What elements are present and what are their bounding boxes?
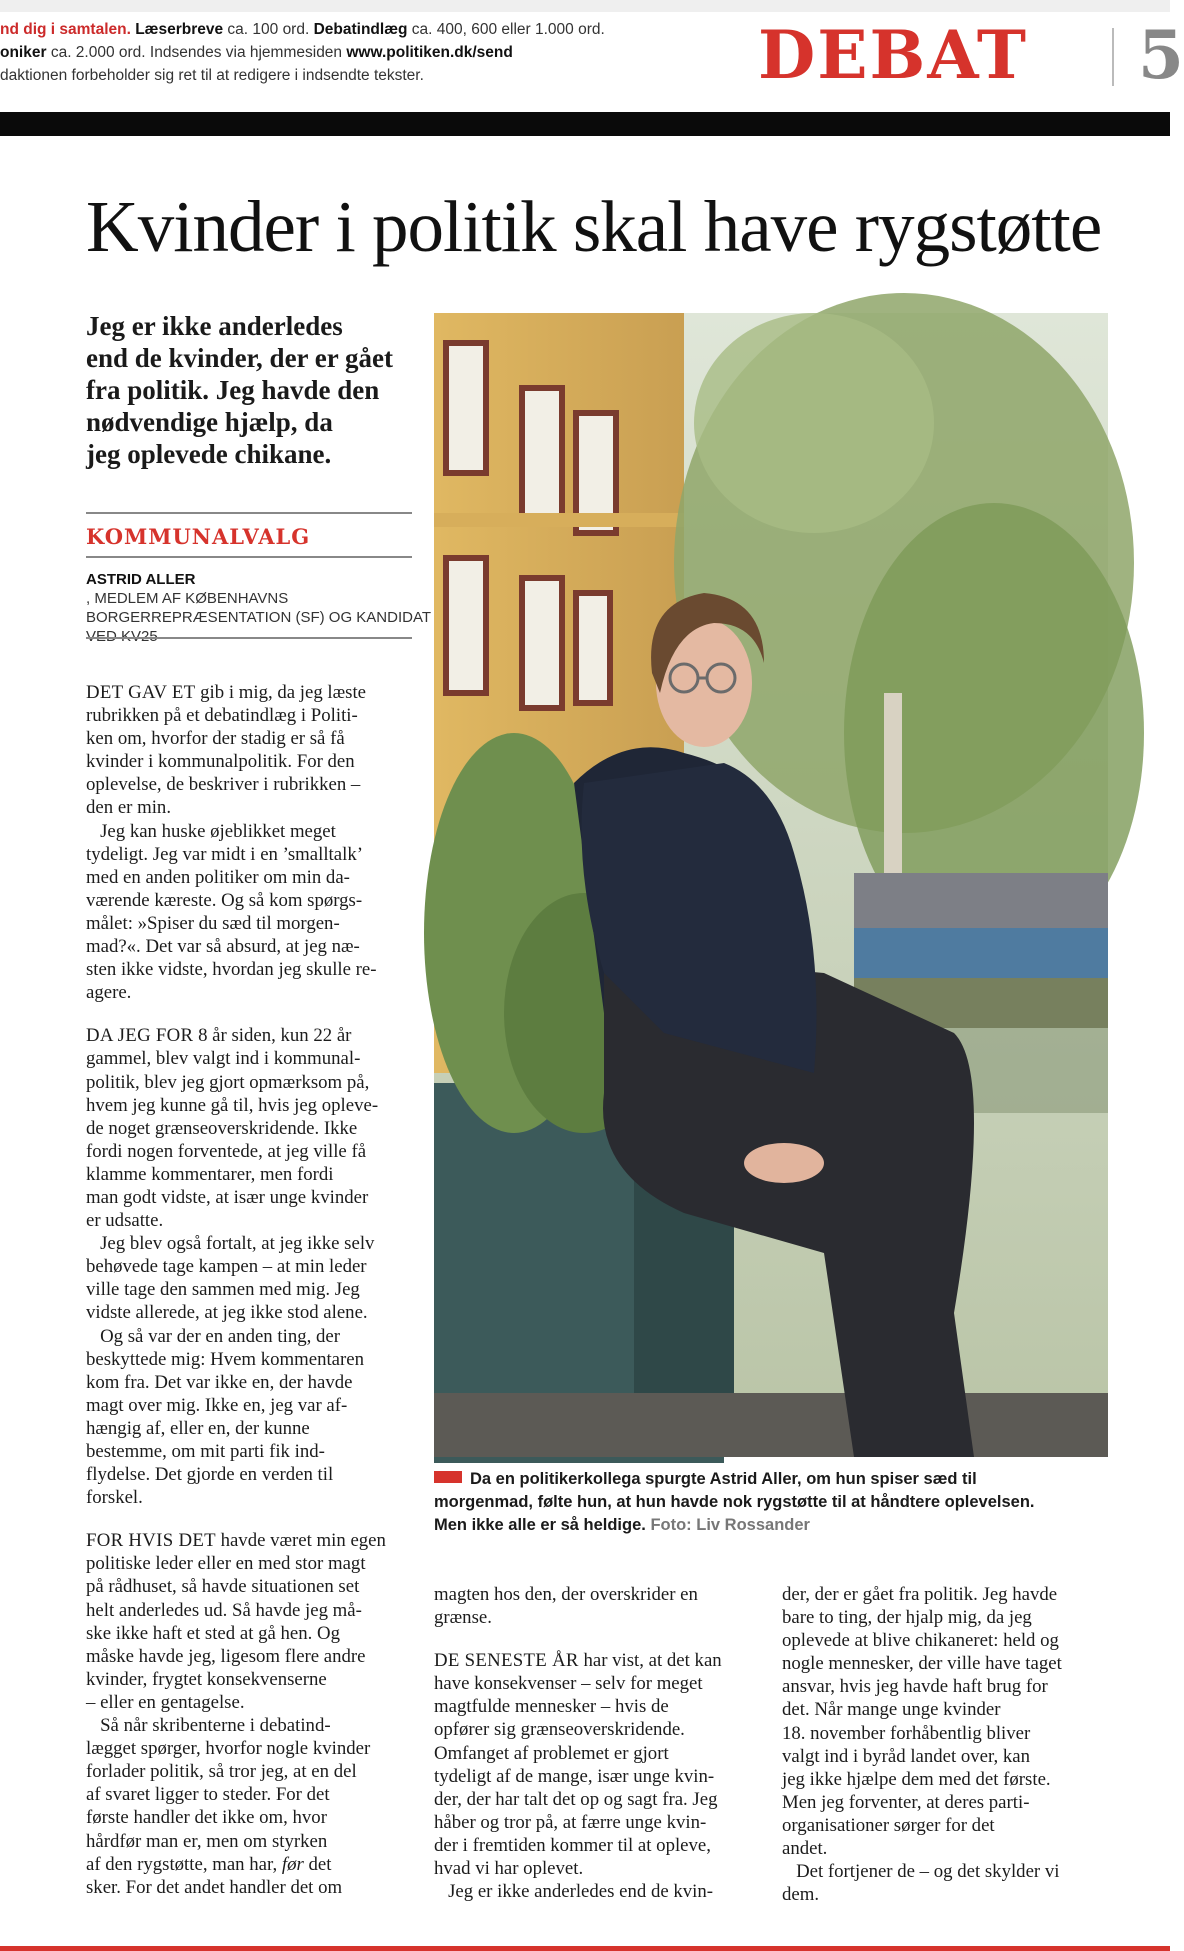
body-line [86, 843, 426, 866]
body-line [86, 681, 426, 704]
body-text: gib i mig, da jeg læste [195, 682, 367, 703]
body-line [86, 1071, 426, 1094]
body-line [86, 1163, 426, 1186]
body-text: værende kæreste. Og så kom spørgs- [86, 889, 363, 911]
body-text: bestemme, om mit parti fik ind- [86, 1441, 325, 1462]
body-text: sker. For det andet handler det om [86, 1876, 343, 1898]
body-text: dem. [782, 1884, 820, 1906]
body-text: forskel. [86, 1487, 143, 1509]
byline-line [86, 570, 416, 608]
caption-line [434, 1514, 1124, 1537]
body-line [86, 1691, 426, 1714]
body-text: der i fremtiden kommer til at opleve, [434, 1834, 711, 1856]
body-text: have konsekvenser – selv for meget [434, 1673, 703, 1695]
body-text: beskyttede mig: Hvem kommentaren [86, 1348, 364, 1370]
body-line [86, 727, 426, 750]
body-line [434, 1788, 764, 1811]
body-italic: før [281, 1853, 304, 1875]
body-text: ville tage den sammen med mig. Jeg [86, 1279, 360, 1301]
body-line [86, 866, 426, 889]
body-text: første handler det ikke om, hvor [86, 1807, 327, 1829]
photo-credit: Foto: Liv Rossander [650, 1516, 810, 1534]
info-fragment: www.politiken.dk/send [346, 44, 513, 61]
body-line [86, 889, 426, 912]
header-divider [1112, 28, 1114, 86]
info-fragment: Læserbreve [135, 21, 224, 38]
info-line-2 [0, 41, 740, 64]
body-line [86, 1737, 426, 1760]
body-text: kvinder, frygtet konsekvenserne [86, 1668, 327, 1690]
caption-text: Men ikke alle er så heldige. [434, 1516, 646, 1534]
body-line [86, 1668, 426, 1691]
paragraph-opener: FOR HVIS DET [86, 1530, 216, 1552]
caption-text: morgenmad, følte hun, at hun havde nok rygstøtte til at håndtere oplevelsen. [434, 1493, 1035, 1511]
body-text: af den rygstøtte, man har, [86, 1853, 282, 1875]
body-text: målet: »Spiser du sæd til morgen- [86, 912, 340, 934]
body-text: rubrikken på et debatindlæg i Politi- [86, 705, 358, 727]
body-text: kvinder i kommunalpolitik. For den [86, 751, 355, 773]
body-line [86, 1622, 426, 1645]
body-line [86, 750, 426, 773]
body-line [86, 704, 426, 727]
body-line [86, 1348, 426, 1371]
body-line [86, 1301, 426, 1324]
body-line [86, 1876, 426, 1899]
body-line [86, 1186, 426, 1209]
body-text: hængig af, eller en, der kunne [86, 1417, 310, 1439]
body-text: politik, blev jeg gjort opmærksom på, [86, 1071, 370, 1093]
byline-name: ASTRID ALLER [86, 571, 196, 588]
body-text: der, der har talt det op og sagt fra. Jeg [434, 1788, 718, 1810]
body-line [86, 1047, 426, 1070]
body-text: kom fra. Det var ikke en, der havde [86, 1371, 353, 1393]
body-text: er udsatte. [86, 1210, 164, 1232]
body-text: oplevede at blive chikaneret: held og [782, 1630, 1059, 1652]
photo-caption [434, 1468, 1124, 1537]
body-line [86, 958, 426, 981]
body-text: helt anderledes ud. Så havde jeg må- [86, 1599, 362, 1621]
body-text: lægget spørger, hvorfor nogle kvinder [86, 1738, 371, 1760]
body-text: bare to ting, der hjalp mig, da jeg [782, 1607, 1032, 1629]
body-text: flydelse. Det gjorde en verden til [86, 1464, 334, 1486]
body-text: håber og tror på, at færre unge kvin- [434, 1811, 707, 1833]
body-line [86, 1529, 426, 1552]
body-text: valgt ind i byråd landet over, kan [782, 1745, 1031, 1767]
body-text: grænse. [434, 1607, 492, 1629]
body-text: agere. [86, 982, 132, 1004]
body-text: behøvede tage kampen – at min leder [86, 1256, 367, 1278]
body-text: den er min. [86, 797, 172, 819]
byline [86, 570, 432, 646]
rule-middle [86, 556, 412, 558]
body-text: Så når skribenterne i debatind- [86, 1715, 331, 1737]
article-photo [434, 313, 1108, 1457]
submission-info [0, 18, 740, 87]
body-text: nogle mennesker, der ville have taget [782, 1653, 1062, 1675]
lead-line: jeg oplevede chikane. [86, 439, 332, 469]
paragraph-opener: DET GAV ET [86, 682, 196, 703]
body-text: klamme kommentarer, men fordi [86, 1163, 334, 1185]
body-line [86, 1714, 426, 1737]
info-fragment: ca. 400, 600 eller 1.000 ord. [407, 21, 605, 38]
info-line-3: daktionen forbeholder sig ret til at redigere i indsendte tekster. [0, 67, 424, 84]
body-text: 18. november forhåbentlig bliver [782, 1722, 1031, 1744]
body-line [86, 1486, 426, 1509]
top-strip [0, 0, 1170, 12]
body-column-1 [86, 681, 426, 1899]
headline: Kvinder i politik skal have rygstøtte [86, 186, 1102, 267]
body-text: Det fortjener de – og det skylder vi [782, 1861, 1060, 1883]
rule-top [86, 512, 412, 514]
body-line [86, 1209, 426, 1232]
body-text: på rådhuset, så havde situationen set [86, 1576, 360, 1598]
body-text: sten ikke vidste, hvordan jeg skulle re- [86, 959, 377, 981]
body-line [86, 1325, 426, 1348]
body-text: jeg ikke hjælpe dem med det første. [782, 1768, 1051, 1790]
body-column-3 [782, 1583, 1122, 1906]
body-line [434, 1811, 764, 1834]
body-line [782, 1745, 1122, 1768]
body-text: magten hos den, der overskrider en [434, 1584, 698, 1605]
body-line [86, 912, 426, 935]
body-text: Men jeg forventer, at deres parti- [782, 1791, 1030, 1813]
body-line [86, 1440, 426, 1463]
body-text: måske havde jeg, ligesom flere andre [86, 1645, 366, 1667]
body-line [86, 820, 426, 843]
body-line [434, 1583, 764, 1606]
paragraph-gap [86, 1004, 426, 1024]
body-line [434, 1606, 764, 1629]
body-line [86, 1599, 426, 1622]
body-text: politiske leder eller en med stor magt [86, 1553, 366, 1575]
paragraph-opener: DA JEG FOR [86, 1025, 194, 1047]
body-line [782, 1768, 1122, 1791]
body-text: organisationer sørger for det [782, 1814, 995, 1836]
body-text: fordi nogen forventede, at jeg ville få [86, 1140, 367, 1162]
body-text: tydeligt af de mange, især unge kvin- [434, 1765, 715, 1787]
body-line [86, 1394, 426, 1417]
body-text: det. Når mange unge kvinder [782, 1699, 1001, 1721]
body-column-2 [434, 1583, 764, 1903]
byline-text: , MEDLEM AF KØBENHAVNS [86, 590, 289, 607]
byline-text: BORGERREPRÆSENTATION (SF) OG KANDIDAT [86, 609, 432, 626]
body-line [86, 1552, 426, 1575]
body-line [86, 1140, 426, 1163]
body-text: de noget grænseoverskridende. Ikke [86, 1117, 358, 1139]
body-text: det [303, 1853, 332, 1875]
body-line [782, 1883, 1122, 1906]
body-line [782, 1860, 1122, 1883]
lead-line: fra politik. Jeg havde den [86, 375, 380, 405]
paragraph-opener: DE SENESTE ÅR [434, 1650, 579, 1672]
body-line [434, 1742, 764, 1765]
body-line [86, 1463, 426, 1486]
body-line [782, 1606, 1122, 1629]
body-text: opfører sig grænseoverskridende. [434, 1719, 685, 1741]
body-line [86, 1024, 426, 1047]
body-line [782, 1837, 1122, 1860]
body-text: magtfulde mennesker – hvis de [434, 1696, 669, 1718]
body-line [86, 1117, 426, 1140]
info-fragment: oniker [0, 44, 47, 61]
body-line [782, 1629, 1122, 1652]
byline-line [86, 608, 432, 627]
caption-line [434, 1468, 1124, 1491]
info-fragment: Debatindlæg [313, 21, 408, 38]
body-line [86, 1783, 426, 1806]
body-text: ken om, hvorfor der stadig er så få [86, 728, 345, 750]
body-text: man godt vidste, at især unge kvinder [86, 1186, 369, 1208]
info-fragment: ca. 2.000 ord. Indsendes via hjemmesiden [46, 44, 347, 61]
body-line [434, 1649, 764, 1672]
bottom-accent-line [0, 1946, 1170, 1951]
body-text: ske ikke haft et sted at gå hen. Og [86, 1622, 340, 1644]
body-text: tydeligt. Jeg var midt i en ’smalltalk’ [86, 843, 363, 865]
body-line [86, 773, 426, 796]
body-line [86, 1094, 426, 1117]
body-line [86, 1575, 426, 1598]
body-line [86, 1760, 426, 1783]
body-text: Og så var der en anden ting, der [86, 1325, 340, 1347]
body-line [86, 796, 426, 819]
body-text: Jeg er ikke anderledes end de kvin- [434, 1881, 714, 1903]
body-line [782, 1675, 1122, 1698]
lead-line: Jeg er ikke anderledes [86, 311, 343, 341]
body-line [782, 1814, 1122, 1837]
body-line [782, 1583, 1122, 1606]
info-fragment: nd dig i samtalen. [0, 21, 136, 38]
body-text: oplevelse, de beskriver i rubrikken – [86, 774, 361, 796]
body-line [782, 1652, 1122, 1675]
rule-bottom [86, 637, 412, 639]
lead-paragraph [86, 310, 416, 470]
caption-text: Da en politikerkollega spurgte Astrid Aller, om hun spiser sæd til [470, 1470, 977, 1488]
header-black-bar [0, 112, 1170, 136]
body-text: havde været min egen [215, 1530, 386, 1552]
body-text: hvem jeg kunne gå til, hvis jeg opleve- [86, 1094, 379, 1116]
body-text: mad?«. Det var så absurd, at jeg næ- [86, 936, 360, 958]
body-line [434, 1718, 764, 1741]
body-line [434, 1880, 764, 1903]
body-text: hvad vi har oplevet. [434, 1858, 584, 1880]
body-text: Jeg kan huske øjeblikket meget [86, 820, 336, 842]
body-line [86, 1645, 426, 1668]
body-text: – eller en gentagelse. [86, 1691, 245, 1713]
body-line [86, 1371, 426, 1394]
body-line [86, 1806, 426, 1829]
body-line [86, 1417, 426, 1440]
page-number: 5 [1138, 16, 1184, 94]
body-line [86, 1830, 426, 1853]
body-text: af svaret ligger to steder. For det [86, 1784, 330, 1806]
section-title: DEBAT [758, 16, 1029, 94]
body-text: ansvar, hvis jeg havde haft brug for [782, 1676, 1048, 1698]
body-text: med en anden politiker om min da- [86, 866, 350, 888]
body-line [434, 1857, 764, 1880]
body-text: vidste allerede, at jeg ikke stod alene. [86, 1302, 368, 1324]
body-line [86, 935, 426, 958]
lead-line: nødvendige hjælp, da [86, 407, 333, 437]
body-text: magt over mig. Ikke en, jeg var af- [86, 1394, 348, 1416]
body-text: har vist, at det kan [578, 1650, 722, 1672]
body-text: andet. [782, 1838, 828, 1860]
body-line [782, 1698, 1122, 1721]
body-line [86, 1278, 426, 1301]
portrait-illustration [434, 313, 1108, 1457]
body-line [86, 1255, 426, 1278]
body-line [86, 1232, 426, 1255]
body-text: hårdfør man er, men om styrken [86, 1830, 328, 1852]
body-text: 8 år siden, kun 22 år [193, 1025, 352, 1047]
info-fragment: ca. 100 ord. [223, 21, 314, 38]
paragraph-gap [86, 1509, 426, 1529]
body-line [86, 981, 426, 1004]
caption-line [434, 1491, 1124, 1514]
body-text: Jeg blev også fortalt, at jeg ikke selv [86, 1233, 375, 1255]
body-text: gammel, blev valgt ind i kommunal- [86, 1048, 361, 1070]
body-line [434, 1672, 764, 1695]
lead-line: end de kvinder, der er gået [86, 343, 394, 373]
body-text: Omfanget af problemet er gjort [434, 1742, 669, 1764]
body-line [434, 1695, 764, 1718]
caption-marker [434, 1471, 462, 1483]
body-line [782, 1722, 1122, 1745]
body-line [434, 1765, 764, 1788]
body-text: forlader politik, så tror jeg, at en del [86, 1761, 357, 1783]
body-line [434, 1834, 764, 1857]
body-line [782, 1791, 1122, 1814]
info-line-1 [0, 18, 740, 41]
body-line [86, 1853, 426, 1876]
kicker: KOMMUNALVALG [86, 524, 311, 549]
paragraph-gap [434, 1629, 764, 1649]
body-text: der, der er gået fra politik. Jeg havde [782, 1584, 1058, 1605]
